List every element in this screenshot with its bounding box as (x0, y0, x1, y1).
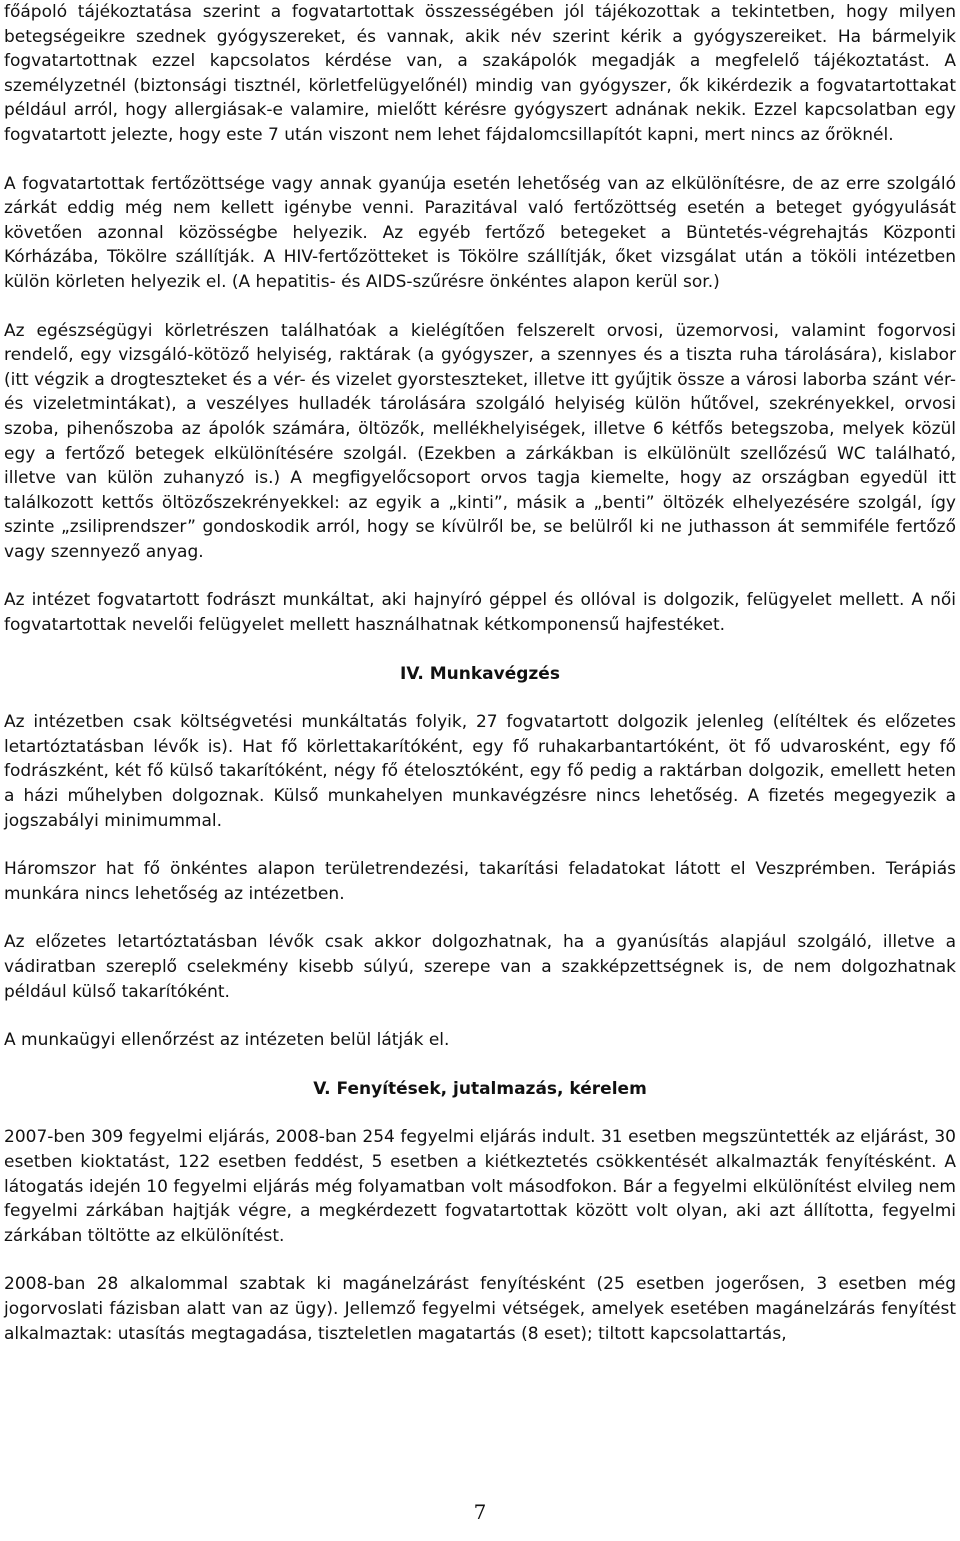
paragraph-solitary-confinement: 2008-ban 28 alkalommal szabtak ki magánelzárást fenyítésként (25 esetben jogerősen, 3 esetben még jogorvoslati fázisban alatt van az ügy). Jellemző fegyelmi vétségek, amelyek esetében magánelzárás fenyítést alkalmaztak: utasítás megtagadása, tiszteletlen magatartás (8 eset); tiltott kapcsolattartás, (4, 1274, 956, 1344)
paragraph-work-pretrial: Az előzetes letartóztatásban lévők csak akkor dolgozhatnak, ha a gyanúsítás alapjául szolgáló, illetve a vádiratban szereplő cselekmény kisebb súlyú, szerepe van a szakképzettségnek is, de nem dolgozhatnak például külső takarítóként. (4, 932, 956, 1002)
section-heading-discipline: V. Fenyítések, jutalmazás, kérelem (313, 1078, 647, 1099)
paragraph-medication-info: főápoló tájékoztatása szerint a fogvatartottak összességében jól tájékozottak a tekintetben, hogy milyen betegségeikre szednek gyógyszereket, és vannak, akik név szerint kérik a gyógyszereiket. Ha bármelyik fogvatartottnak ezzel kapcsolatos kérdése van, a szakápolók megadják a megfelelő tájékoztatást. A személyzetnél (biztonsági tisztnél, körletfelügyelőnél) mindig van gyógyszer, ők kikérdezik a fogvatartottakat például arról, hogy allergiásak-e valamire, mielőtt kérésre gyógyszert adnának nekik. Ezzel kapcsolatban egy fogvatartott jelezte, hogy este 7 után viszont nem lehet fájdalomcsillapítót kapni, mert nincs az őröknél. (4, 2, 956, 145)
paragraph-infection-isolation: A fogvatartottak fertőzöttsége vagy annak gyanúja esetén lehetőség van az elkülönítésre, de az erre szolgáló zárkát eddig még nem kellett igénybe venni. Parazitával való fertőzöttség esetén a beteget gyógyulását követően azonnal közösségbe helyezik. Az egyéb fertőző betegeket a Büntetés-végrehajtás Központi Kórházába, Tökölre szállítják. A HIV-fertőzötteket is Tökölre szállítják, őket vizsgálat után a tököli intézetben külön körleten helyezik el. (A hepatitis- és AIDS-szűrésre önkéntes alapon kerül sor.) (4, 173, 956, 292)
paragraph-medical-wing: Az egészségügyi körletrészen találhatóak a kielégítően felszerelt orvosi, üzemorvosi, valamint fogorvosi rendelő, egy vizsgáló-kötöző helyiség, raktárak (a gyógyszer, a szennyes és a tiszta ruha tárolására), kislabor (itt végzik a drogteszteket és a vér- és vizelet gyorsteszteket, illetve itt gyűjtik össze a városi laborba szánt vér- és vizeletmintákat), a veszélyes hulladék tárolására szolgáló helyiség külön hűtővel, szekrényekkel, orvosi szoba, pihenőszoba az ápolók számára, öltözők, mellékhelyiségek, illetve 6 kétfős betegszoba, melyek közül egy a fertőző betegek elkülönítésére szolgál. (Ezekben a zárkákban is elkülönült szellőzésű WC található, illetve van külön zuhanyzó is.) A megfigyelőcsoport orvos tagja kiemelte, hogy az országban egyedül itt találkozott kettős öltözőszekrényekkel: az egyik a „kinti”, másik a „benti” öltözék elhelyezésére szolgál, így szinte „zsiliprendszer” gondoskodik arról, hogy se kívülről be, se belülről ki ne juthasson át semmiféle fertőző vagy szennyező anyag. (4, 320, 956, 562)
paragraph-work-budget: Az intézetben csak költségvetési munkáltatás folyik, 27 fogvatartott dolgozik jelenleg (elítéltek és előzetes letartóztatásban lévők is). Hat fő körlettakarítóként, egy fő ruhakarbantartóként, öt fő udvarosként, egy fő fodrászként, két fő külső takarítóként, négy fő ételosztóként, egy fő pedig a raktárban dolgozik, emellett heten a házi műhelyben dolgoznak. Külső munkahelyen munkavégzésre nincs lehetőség. A fizetés megegyezik a jogszabályi minimummal. (4, 712, 956, 831)
paragraph-hairdresser: Az intézet fogvatartott fodrászt munkáltat, aki hajnyíró géppel és ollóval is dolgozik, felügyelet mellett. A női fogvatartottak nevelői felügyelet mellett használhatnak kétkomponensű hajfestéket. (4, 590, 956, 636)
paragraph-work-volunteer: Háromszor hat fő önkéntes alapon területrendezési, takarítási feladatokat látott el Veszprémben. Terápiás munkára nincs lehetőség az intézetben. (4, 859, 956, 904)
paragraph-work-inspection: A munkaügyi ellenőrzést az intézeten belül látják el. (4, 1030, 450, 1051)
paragraph-disciplinary-stats: 2007-ben 309 fegyelmi eljárás, 2008-ban 254 fegyelmi eljárás indult. 31 esetben megszüntették az eljárást, 30 esetben kioktatást, 122 esetben feddést, 5 esetben a kiétkeztetés csökkentését alkalmazták fenyítésként. A látogatás idején 10 fegyelmi eljárás még folyamatban volt másodfokon. Bár a fegyelmi elkülönítést elvileg nem fegyelmi zárkában hajtják végre, a megkérdezett fogvatartottak között volt olyan, aki azt állította, fegyelmi zárkában töltötte az elkülönítést. (4, 1127, 956, 1246)
section-heading-work: IV. Munkavégzés (400, 663, 560, 684)
page-number: 7 (473, 1500, 487, 1524)
